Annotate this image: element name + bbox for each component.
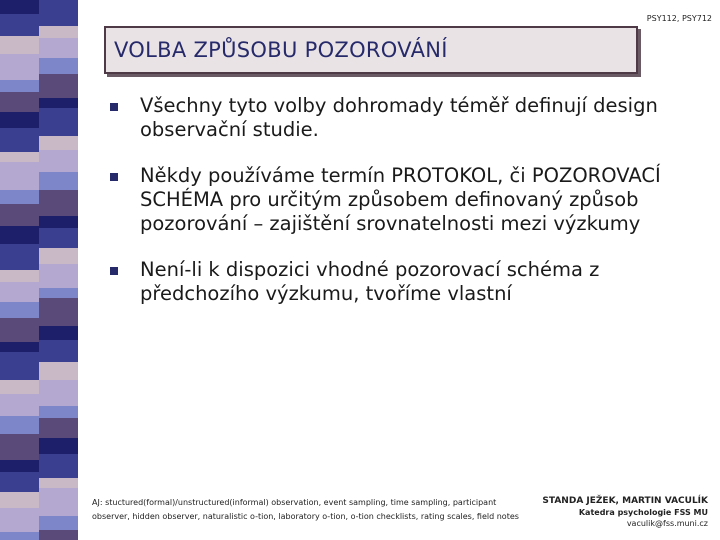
strip-block xyxy=(0,204,39,226)
strip-block xyxy=(39,74,78,98)
strip-block xyxy=(0,270,39,282)
footer-keywords xyxy=(92,496,560,524)
strip-block xyxy=(39,248,78,264)
strip-block xyxy=(39,26,78,38)
strip-block xyxy=(39,380,78,406)
strip-block xyxy=(0,14,39,36)
strip-block xyxy=(0,394,39,416)
strip-block xyxy=(39,190,78,216)
strip-block xyxy=(39,418,78,438)
strip-block xyxy=(39,438,78,454)
square-bullet-icon xyxy=(110,267,118,275)
footer-authors xyxy=(542,496,708,529)
strip-block xyxy=(0,472,39,492)
strip-block xyxy=(0,36,39,54)
strip-block xyxy=(0,434,39,460)
strip-block xyxy=(39,150,78,172)
strip-block xyxy=(39,98,78,108)
strip-block xyxy=(0,302,39,318)
strip-block xyxy=(39,516,78,530)
strip-block xyxy=(0,152,39,162)
strip-block xyxy=(0,54,39,80)
strip-block xyxy=(0,112,39,128)
bullet-text: Všechny tyto volby dohromady téměř definují design observační studie. xyxy=(140,94,658,141)
strip-block xyxy=(0,352,39,380)
strip-block xyxy=(39,488,78,516)
department-name: Katedra psychologie FSS MU xyxy=(578,508,708,517)
strip-block xyxy=(39,0,78,26)
strip-block xyxy=(0,190,39,204)
slide-title: VOLBA ZPŮSOBU POZOROVÁNÍ xyxy=(114,38,448,62)
decorative-side-strip xyxy=(0,0,78,540)
strip-block xyxy=(39,228,78,248)
strip-block xyxy=(39,108,78,136)
bullet-text: Není-li k dispozici vhodné pozorovací schéma z předchozího výzkumu, tvoříme vlastní xyxy=(140,258,600,305)
bullet-item xyxy=(110,164,670,236)
strip-block xyxy=(39,216,78,228)
strip-block xyxy=(0,532,39,540)
course-code: PSY112, PSY712 xyxy=(646,14,712,23)
strip-block xyxy=(39,264,78,288)
strip-block xyxy=(0,0,39,14)
strip-block xyxy=(0,128,39,152)
strip-block xyxy=(0,226,39,244)
footer-keywords-line-1: AJ: stuctured(formal)/unstructured(informal) observation, event sampling, time sampling, participant xyxy=(92,498,497,507)
strip-block xyxy=(0,244,39,270)
strip-block xyxy=(39,454,78,478)
strip-block xyxy=(0,342,39,352)
strip-block xyxy=(39,362,78,380)
strip-block xyxy=(0,318,39,342)
strip-block xyxy=(0,92,39,112)
strip-block xyxy=(39,478,78,488)
strip-block xyxy=(0,282,39,302)
author-email: vaculik@fss.muni.cz xyxy=(626,519,708,528)
footer-keywords-line-2: observer, hidden observer, naturalistic o-tion, laboratory o-tion, o-tion checklists, rating scales, field notes xyxy=(92,512,519,521)
strip-block xyxy=(39,58,78,74)
square-bullet-icon xyxy=(110,173,118,181)
bullet-text: Někdy používáme termín PROTOKOL, či POZOROVACÍ SCHÉMA pro určitým způsobem definovaný způsob pozorování – zajištění srovnatelnosti mezi výzkumy xyxy=(140,164,661,235)
strip-block xyxy=(39,340,78,362)
strip-block xyxy=(39,288,78,298)
strip-block xyxy=(39,298,78,326)
strip-block xyxy=(39,136,78,150)
strip-block xyxy=(0,80,39,92)
bullet-item xyxy=(110,94,670,142)
strip-column-left xyxy=(0,0,39,540)
strip-block xyxy=(0,162,39,190)
strip-column-right xyxy=(39,0,78,540)
strip-block xyxy=(0,492,39,508)
strip-block xyxy=(0,380,39,394)
strip-block xyxy=(39,530,78,540)
bullet-list xyxy=(110,94,670,328)
title-box xyxy=(104,26,638,74)
author-names: STANDA JEŽEK, MARTIN VACULÍK xyxy=(542,496,708,506)
strip-block xyxy=(0,508,39,532)
square-bullet-icon xyxy=(110,103,118,111)
strip-block xyxy=(39,38,78,58)
strip-block xyxy=(0,416,39,434)
strip-block xyxy=(39,172,78,190)
strip-block xyxy=(39,326,78,340)
strip-block xyxy=(0,460,39,472)
bullet-item xyxy=(110,258,670,306)
strip-block xyxy=(39,406,78,418)
